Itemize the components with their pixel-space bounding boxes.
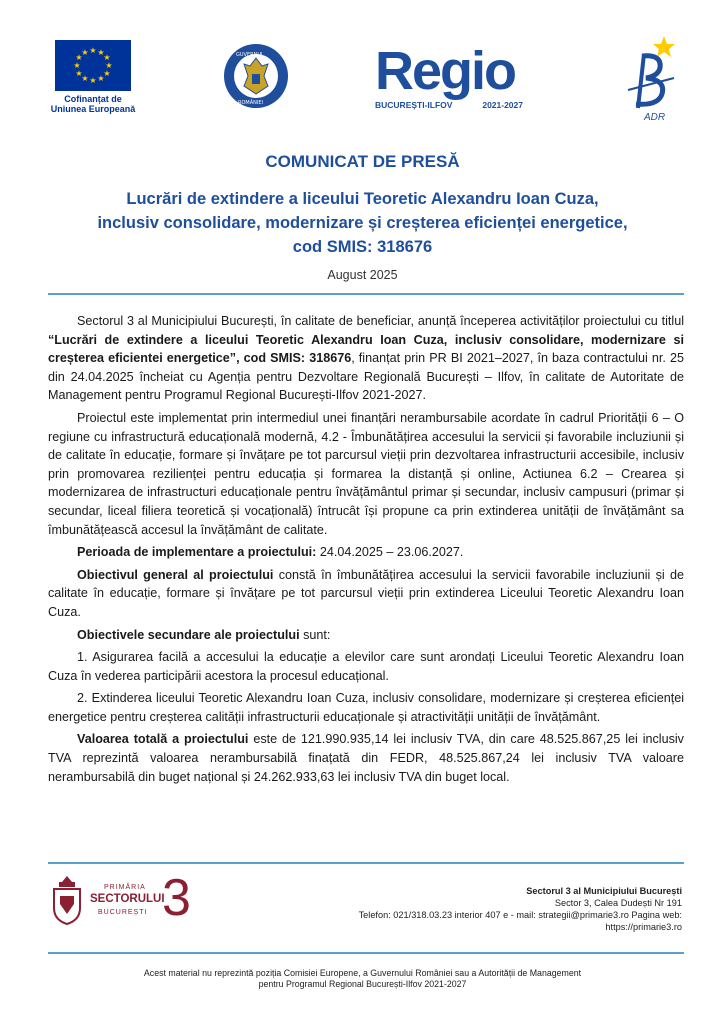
paragraph-general-objective xyxy=(48,566,684,622)
adr-text: ADR xyxy=(644,112,666,123)
intro-project-title: “Lucrări de extindere a liceului Teoretic Alexandru Ioan Cuza, inclusiv consolidare, modernizare si creșterea eficientei energetice”, cod SMIS: 318676 xyxy=(48,332,684,366)
svg-text:★: ★ xyxy=(89,46,97,55)
secondary-objectives-text: sunt: xyxy=(299,627,331,642)
svg-text:★: ★ xyxy=(81,48,89,57)
adr-emblem-icon xyxy=(622,34,682,114)
primaria-label: PRIMĂRIA xyxy=(104,884,146,891)
svg-text:★: ★ xyxy=(105,61,113,70)
sector-number: 3 xyxy=(162,869,191,927)
svg-text:★: ★ xyxy=(97,74,105,83)
svg-text:GUVERNUL: GUVERNUL xyxy=(236,52,264,58)
regio-logo xyxy=(375,41,545,114)
svg-text:★: ★ xyxy=(97,48,105,57)
release-date: August 2025 xyxy=(327,268,398,282)
footer-divider xyxy=(48,862,684,864)
logo-strip xyxy=(0,32,725,127)
eu-caption-line1: Cofinanțat de xyxy=(64,94,122,104)
sector3-logo xyxy=(48,870,198,930)
eu-caption xyxy=(48,94,138,114)
regio-years: 2021-2027 xyxy=(482,100,523,110)
intro-text-end: , finanțat prin PR BI 2021–2027, în baza contractului nr. 25 din 24.04.2025 încheiat cu Agenția pentru Dezvoltare Regională București – Ilfov, în calitate de Autoritate de Management pentru Programul Regional București-Ilfov 2021-2027. xyxy=(48,351,684,403)
subtitle-line3: cod SMIS: 318676 xyxy=(292,238,433,256)
contact-website[interactable]: https://primarie3.ro xyxy=(605,922,682,932)
eu-disclaimer xyxy=(60,968,665,990)
svg-text:★: ★ xyxy=(81,74,89,83)
svg-text:★: ★ xyxy=(73,61,81,70)
subtitle-line2: inclusiv consolidare, modernizare și creșterea eficienței energetice, xyxy=(97,214,628,232)
total-value-label: Valoarea totală a proiectului xyxy=(77,732,249,747)
svg-text:★: ★ xyxy=(103,69,111,78)
paragraph-total-value xyxy=(48,730,684,786)
period-value: 24.04.2025 – 23.06.2027. xyxy=(316,545,464,560)
general-objective-text: constă în îmbunătățirea accesului la servicii favorabile incluziunii și de calitate în educație, formare și învățare pe tot parcursul vieții prin extinderea Liceului Teoretic Alexandru Ioan Cuza. xyxy=(48,567,684,619)
disclaimer-divider xyxy=(48,952,684,954)
objective-item-2: 2. Extinderea liceului Teoretic Alexandru Ioan Cuza, inclusiv consolidare, modernizare și creșterea eficienței energetice pentru creșterea calității infrastructurii educaționale și atractivității unității de învățământ. xyxy=(48,691,684,724)
svg-text:★: ★ xyxy=(75,53,83,62)
period-label: Perioada de implementare a proiectului: xyxy=(77,545,317,560)
svg-text:ROMÂNIEI: ROMÂNIEI xyxy=(238,100,263,106)
bucuresti-label: BUCUREȘTI xyxy=(98,909,148,916)
eu-caption-line2: Uniunea Europeană xyxy=(50,104,136,114)
paragraph-period xyxy=(48,543,684,562)
paragraph-intro xyxy=(48,312,684,405)
adr-logo xyxy=(622,34,682,126)
eu-logo xyxy=(50,40,136,114)
contact-phone-email: Telefon: 021/318.03.23 interior 407 e - mail: strategii@primarie3.ro Pagina web: xyxy=(358,910,682,920)
disclaimer-line1: Acest material nu reprezintă poziția Comisiei Europene, a Guvernului României sau a Autorității de Management xyxy=(143,968,582,978)
project-subtitle xyxy=(40,187,685,259)
svg-text:★: ★ xyxy=(89,76,97,85)
eu-flag-icon xyxy=(55,40,131,91)
subtitle-line1: Lucrări de extindere a liceului Teoretic Alexandru Ioan Cuza, xyxy=(126,190,599,208)
contact-block xyxy=(282,885,682,933)
intro-text: Sectorul 3 al Municipiului București, în calitate de beneficiar, anunță începerea activităților proiectului cu titlul xyxy=(77,314,684,328)
sector3-crest-icon xyxy=(50,874,84,926)
paragraph-funding: Proiectul este implementat prin intermediul unei finanțări nerambursabile acordate în cadrul Priorității 6 – O regiune cu infrastructură educațională modernă, 4.2 - Îmbunătățirea accesului la servicii și favorabile incluziunii și de calitate în educație, formare și învățare pe tot parcursul vieții prin dezvoltarea infrastructurii accesibile, inclusiv prin promovarea rezilienței pentru educația și formarea la distanță și online, Actiunea 6.2 – Crearea și modernizarea de infrastructuri educaționale pentru învățământul primar și secundar, inclusiv campusuri (primar și secundar, liceal filiera teoretică și vocațională) întrucât își propune ca prin extinderea unității de învățământ sa îmbunătățească accesul la învățământ de calitate. xyxy=(48,410,684,537)
header-divider xyxy=(48,293,684,295)
regio-region: BUCUREȘTI-ILFOV xyxy=(375,100,453,110)
contact-address: Sector 3, Calea Dudești Nr 191 xyxy=(554,898,682,908)
sectorului-label: SECTORULUI xyxy=(90,893,165,905)
total-value-text: este de 121.990.935,14 lei inclusiv TVA, din care 48.525.867,25 lei inclusiv TVA reprezintă valoarea nerambursabilă finațată din FEDR, 48.525.867,24 lei inclusiv TVA valoare nerambursabilă din buget național și 24.262.933,63 lei inclusiv TVA din buget local. xyxy=(48,732,684,784)
regio-subtitle xyxy=(375,100,523,110)
government-seal-icon xyxy=(222,42,290,110)
svg-text:★: ★ xyxy=(75,69,83,78)
general-objective-label: Obiectivul general al proiectului xyxy=(77,567,274,582)
svg-text:★: ★ xyxy=(103,53,111,62)
disclaimer-line2: pentru Programul Regional București-Ilfov 2021-2027 xyxy=(258,979,467,989)
regio-wordmark: Regio xyxy=(375,41,516,101)
page-title: COMUNICAT DE PRESĂ xyxy=(265,152,460,171)
press-release-body xyxy=(48,312,684,790)
contact-name: Sectorul 3 al Municipiului București xyxy=(526,886,682,896)
paragraph-secondary-objectives xyxy=(48,626,684,645)
secondary-objectives-label: Obiectivele secundare ale proiectului xyxy=(77,627,300,642)
objective-item-1: 1. Asigurarea facilă a accesului la educație a elevilor care sunt arondați Liceului Teoretic Alexandru Ioan Cuza în vederea participării acestora la procesul educațional. xyxy=(48,650,684,683)
